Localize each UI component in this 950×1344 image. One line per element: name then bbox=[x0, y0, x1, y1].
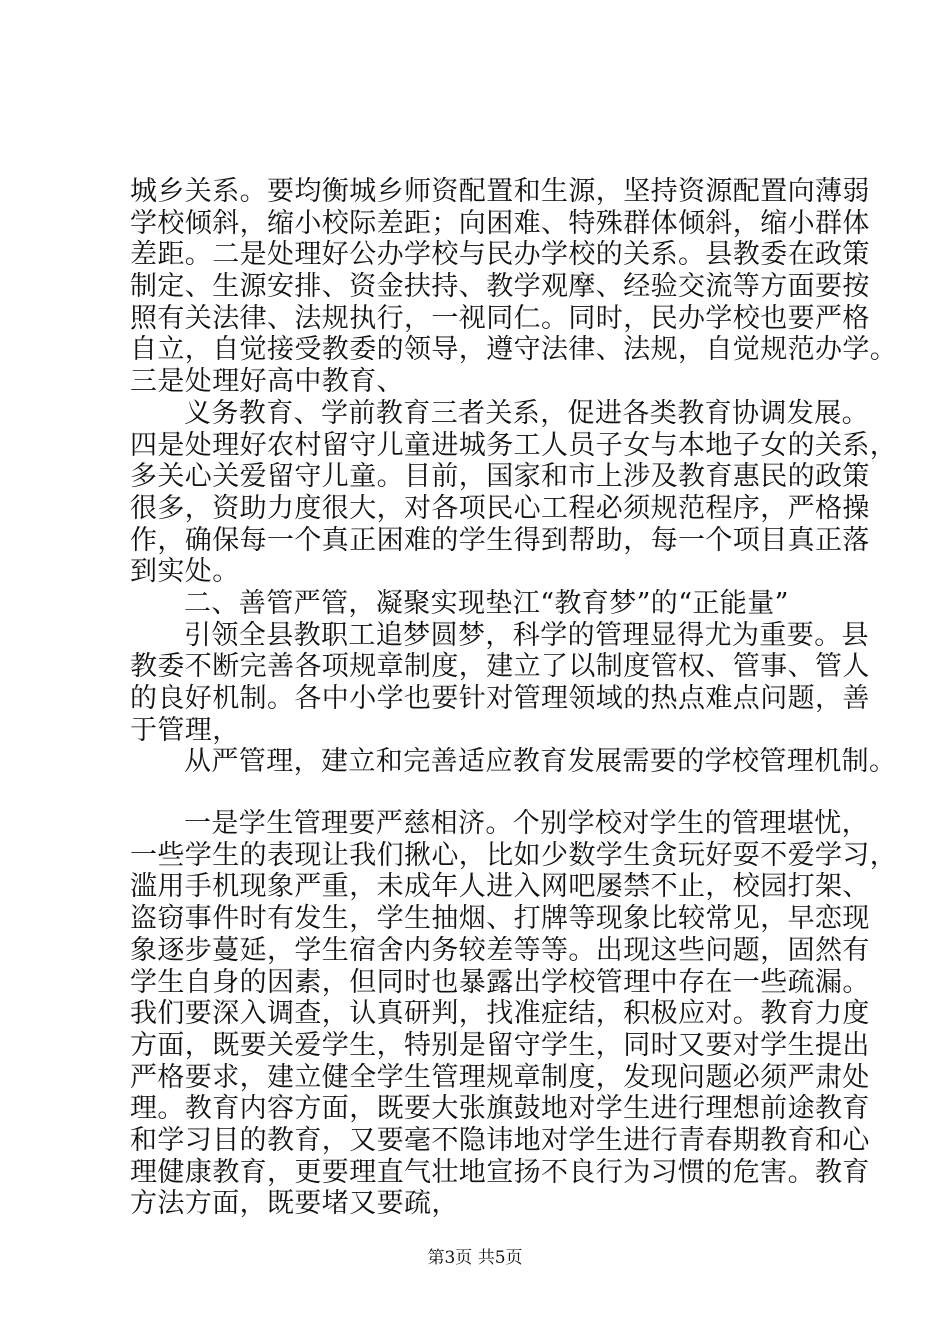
text-line: 作，确保每一个真正困难的学生得到帮助，每一个项目真正落 bbox=[130, 524, 870, 556]
text-line: 一是学生管理要严慈相济。个别学校对学生的管理堪忧， bbox=[184, 808, 869, 840]
text-line: 从严管理，建立和完善适应教育发展需要的学校管理机制。 bbox=[184, 746, 897, 778]
text-line: 盗窃事件时有发生，学生抽烟、打牌等现象比较常见，早恋现 bbox=[130, 903, 870, 935]
text-line: 四是处理好农村留守儿童进城务工人员子女与本地子女的关系， bbox=[130, 429, 898, 461]
text-line: 教委不断完善各项规章制度，建立了以制度管权、管事、管人 bbox=[130, 651, 870, 683]
text-line: 一些学生的表现让我们揪心，比如少数学生贪玩好耍不爱学习， bbox=[130, 839, 898, 871]
text-line: 多关心关爱留守儿童。目前，国家和市上涉及教育惠民的政策 bbox=[130, 461, 870, 493]
text-line: 象逐步蔓延，学生宿舍内务较差等等。出现这些问题，固然有 bbox=[130, 934, 870, 966]
text-line: 的良好机制。各中小学也要针对管理领域的热点难点问题，善 bbox=[130, 683, 870, 714]
text-line: 很多，资助力度很大，对各项民心工程必须规范程序，严格操 bbox=[130, 492, 870, 524]
text-line: 照有关法律、法规执行，一视同仁。同时，民办学校也要严格 bbox=[130, 302, 870, 334]
text-line: 义务教育、学前教育三者关系，促进各类教育协调发展。 bbox=[184, 397, 869, 429]
text-line: 和学习目的教育，又要毫不隐讳地对学生进行青春期教育和心 bbox=[130, 1124, 870, 1156]
text-line: 于管理， bbox=[130, 714, 240, 746]
text-line: 自立，自觉接受教委的领导，遵守法律、法规，自觉规范办学。 bbox=[130, 334, 898, 366]
text-line: 学生自身的因素，但同时也暴露出学校管理中存在一些疏漏。 bbox=[130, 966, 870, 998]
text-line: 我们要深入调查，认真研判，找准症结，积极应对。教育力度 bbox=[130, 998, 870, 1030]
text-line: 滥用手机现象严重，未成年人进入网吧屡禁不止，校园打架、 bbox=[130, 871, 870, 903]
text-line: 方法方面，既要堵又要疏， bbox=[130, 1188, 459, 1220]
text-line: 制定、生源安排、资金扶持、教学观摩、经验交流等方面要按 bbox=[130, 271, 870, 303]
text-line: 理健康教育，更要理直气壮地宣扬不良行为习惯的危害。教育 bbox=[130, 1156, 870, 1188]
text-line: 三是处理好高中教育、 bbox=[130, 366, 404, 398]
text-line: 到实处。 bbox=[130, 556, 240, 588]
text-line: 理。教育内容方面，既要大张旗鼓地对学生进行理想前途教育 bbox=[130, 1093, 870, 1125]
text-line: 引领全县教职工追梦圆梦，科学的管理显得尤为重要。县 bbox=[184, 619, 869, 651]
text-line: 学校倾斜，缩小校际差距；向困难、特殊群体倾斜，缩小群体 bbox=[130, 207, 870, 239]
section-heading: 二、善管严管，凝聚实现垫江“教育梦”的“正能量” bbox=[184, 587, 789, 619]
text-line: 差距。二是处理好公办学校与民办学校的关系。县教委在政策 bbox=[130, 239, 870, 271]
text-line: 城乡关系。要均衡城乡师资配置和生源，坚持资源配置向薄弱 bbox=[130, 176, 870, 207]
text-line: 方面，既要关爱学生，特别是留守学生，同时又要对学生提出 bbox=[130, 1029, 870, 1061]
text-line: 严格要求，建立健全学生管理规章制度，发现问题必须严肃处 bbox=[130, 1061, 870, 1093]
page-number-footer: 第3页 共5页 bbox=[427, 1248, 523, 1268]
